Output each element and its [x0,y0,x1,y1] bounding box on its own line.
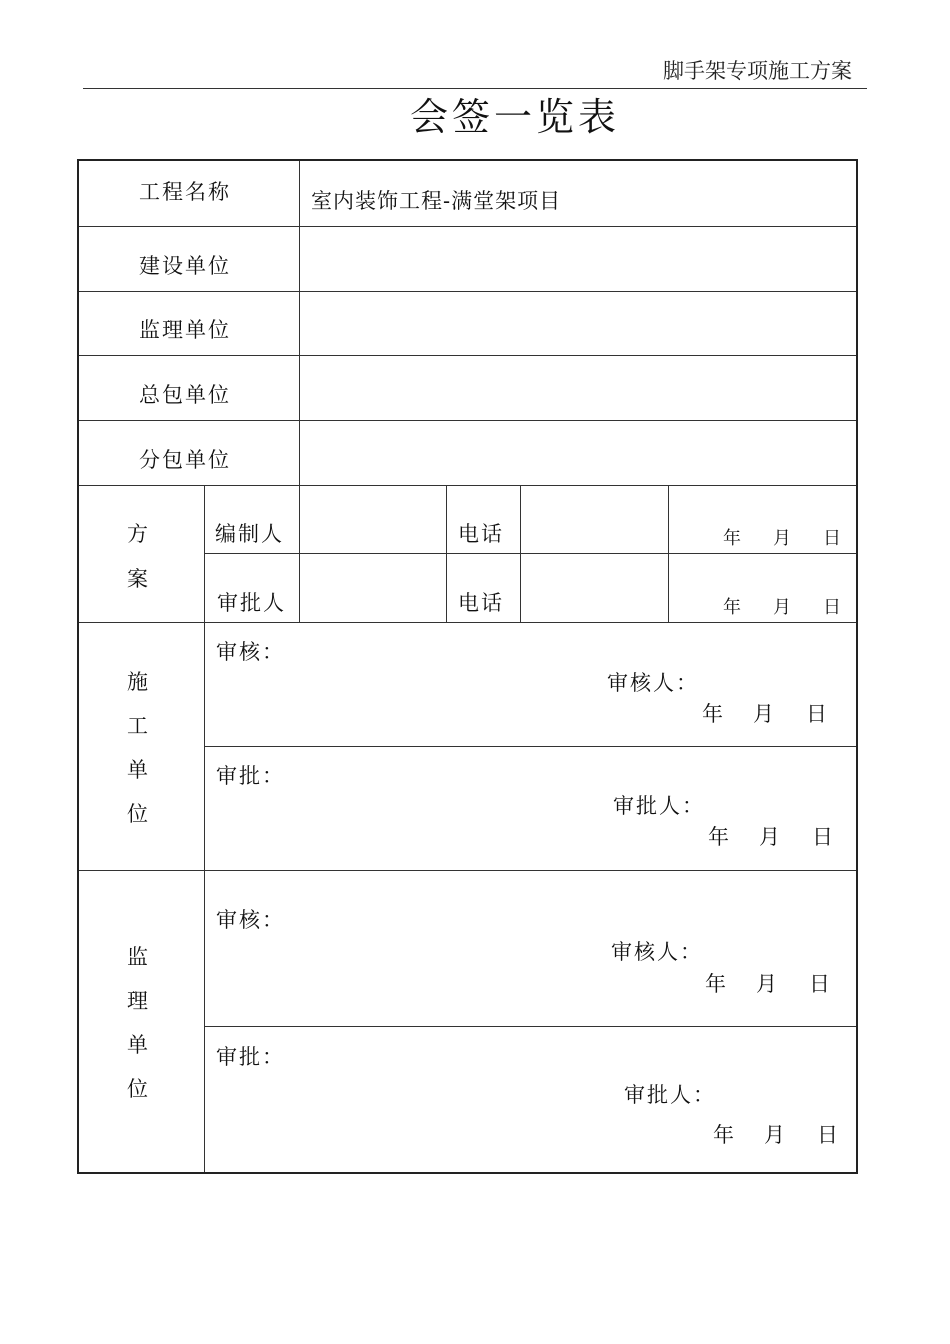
page-title: 会签一览表 [409,95,620,139]
phone-label: 电话 [458,522,504,546]
construction-section-char: 单 [127,758,150,782]
date-year: 年 [702,702,723,726]
date-year: 年 [713,1123,734,1147]
date-month: 月 [759,825,780,849]
date-day: 日 [823,597,841,618]
date-month: 月 [773,528,791,549]
supervision-approve-label: 审批： [216,1045,285,1069]
row-divider [204,553,856,554]
supervision-unit-label: 监理单位 [139,318,231,342]
column-divider [446,485,447,622]
construction-section-char: 工 [127,714,150,738]
date-day: 日 [806,702,827,726]
construction-approver-label: 审批人： [613,794,705,818]
supervision-section-char: 监 [127,945,150,969]
phone-label: 电话 [458,591,504,615]
approver-label: 审批人 [217,591,286,615]
construction-section-char: 施 [127,670,150,694]
plan-label-char: 方 [127,522,150,546]
column-divider [299,485,300,622]
row-divider [79,485,856,486]
preparer-date [723,524,841,550]
supervision-approver-label: 审批人： [624,1083,716,1107]
construction-approve-date [708,821,833,851]
date-month: 月 [753,702,774,726]
column-divider [204,485,205,1172]
row-divider [79,226,856,227]
supervision-section-char: 单 [127,1033,150,1057]
construction-unit-label: 建设单位 [139,254,231,278]
preparer-label: 编制人 [215,522,284,546]
document-header-label: 脚手架专项施工方案 [663,59,852,83]
row-divider [79,870,856,871]
project-name-value: 室内装饰工程-满堂架项目 [311,189,562,213]
date-day: 日 [812,825,833,849]
supervision-review-label: 审核： [216,908,285,932]
column-divider [668,485,669,622]
row-divider [204,1026,856,1027]
construction-reviewer-label: 审核人： [607,671,699,695]
row-divider [79,420,856,421]
approver-date [723,593,841,619]
supervision-review-date [705,968,830,998]
row-divider [204,746,856,747]
project-name-label: 工程名称 [139,180,231,204]
plan-label-char: 案 [127,567,150,591]
general-contractor-label: 总包单位 [139,383,231,407]
date-year: 年 [708,825,729,849]
sign-off-table [77,159,858,1174]
construction-review-date [702,698,827,728]
supervision-reviewer-label: 审核人： [611,940,703,964]
supervision-section-char: 理 [127,989,150,1013]
column-divider [299,161,300,485]
supervision-section-char: 位 [127,1077,150,1101]
date-month: 月 [773,597,791,618]
construction-review-label: 审核： [216,640,285,664]
subcontractor-label: 分包单位 [139,448,231,472]
supervision-approve-date [713,1119,838,1149]
row-divider [79,355,856,356]
date-day: 日 [823,528,841,549]
construction-section-char: 位 [127,802,150,826]
date-day: 日 [809,972,830,996]
row-divider [79,622,856,623]
construction-approve-label: 审批： [216,764,285,788]
date-month: 月 [756,972,777,996]
column-divider [520,485,521,622]
date-year: 年 [723,528,741,549]
date-month: 月 [764,1123,785,1147]
date-year: 年 [705,972,726,996]
date-year: 年 [723,597,741,618]
row-divider [79,291,856,292]
date-day: 日 [817,1123,838,1147]
